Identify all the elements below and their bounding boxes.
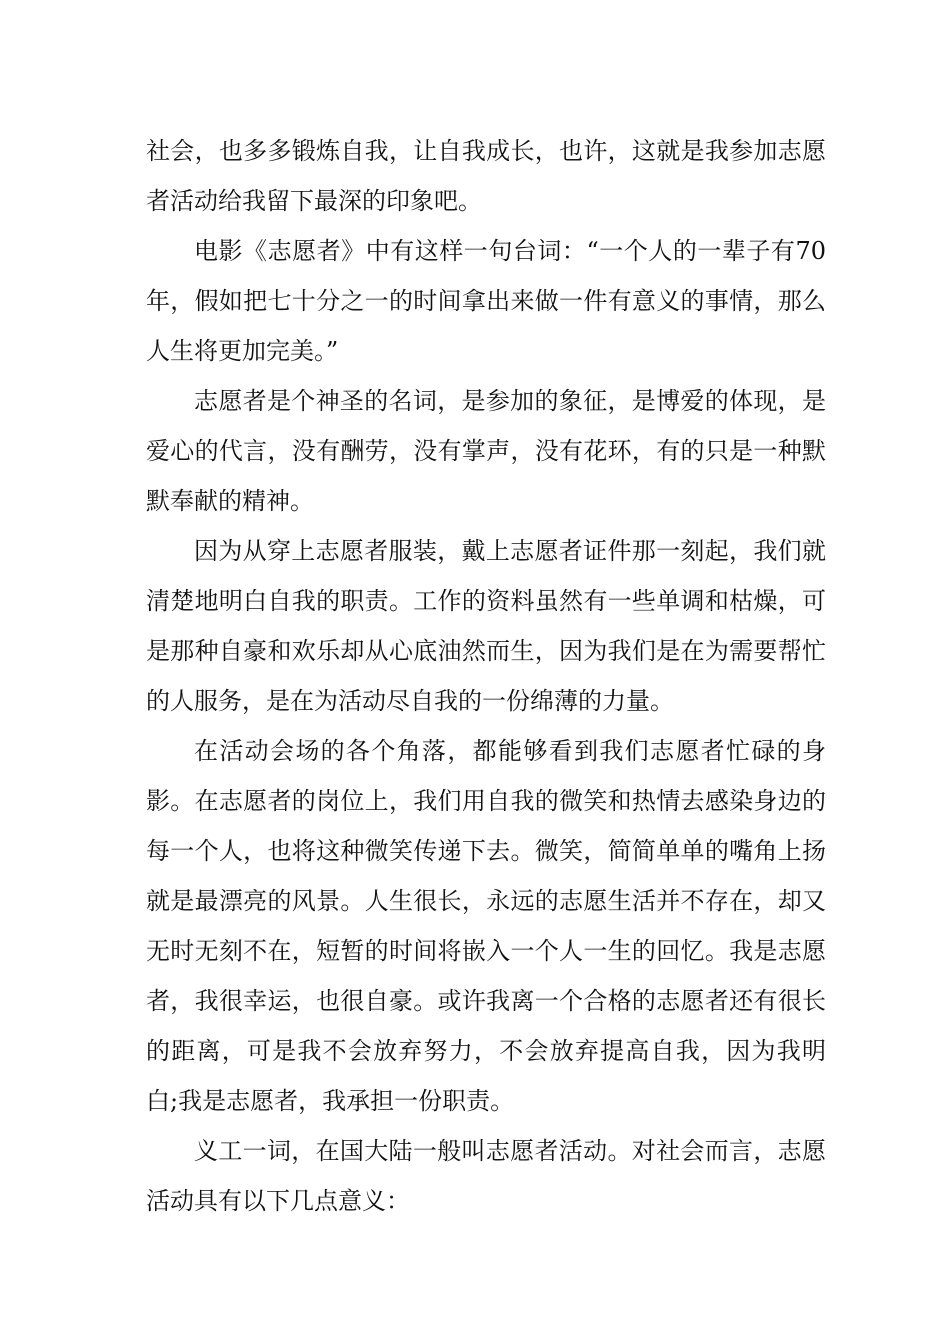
document-body <box>146 126 826 1226</box>
paragraph-responsibility: 因为从穿上志愿者服装，戴上志愿者证件那一刻起，我们就清楚地明白自我的职责。工作的资料虽然有一些单调和枯燥，可是那种自豪和欢乐却从心底油然而生，因为我们是在为需要帮忙的人服务，是在为活动尽自我的一份绵薄的力量。 <box>146 537 826 715</box>
paragraph-continuation: 社会，也多多锻炼自我，让自我成长，也许，这就是我参加志愿者活动给我留下最深的印象吧。 <box>146 137 826 215</box>
paragraph-volunteer-definition: 志愿者是个神圣的名词，是参加的象征，是博爱的体现，是爱心的代言，没有酬劳，没有掌声，没有花环，有的只是一种默默奉献的精神。 <box>146 387 826 515</box>
paragraph-film-quote: 电影《志愿者》中有这样一句台词：“一个人的一辈子有70年，假如把七十分之一的时间拿出来做一件有意义的事情，那么人生将更加完美。” <box>146 237 826 365</box>
paragraph-significance: 义工一词，在国大陆一般叫志愿者活动。对社会而言，志愿活动具有以下几点意义： <box>146 1137 826 1215</box>
paragraph-venue: 在活动会场的各个角落，都能够看到我们志愿者忙碌的身影。在志愿者的岗位上，我们用自我的微笑和热情去感染身边的每一个人，也将这种微笑传递下去。微笑，简简单单的嘴角上扬就是最漂亮的风景。人生很长，永远的志愿生活并不存在，却又无时无刻不在，短暂的时间将嵌入一个人一生的回忆。我是志愿者，我很幸运，也很自豪。或许我离一个合格的志愿者还有很长的距离，可是我不会放弃努力，不会放弃提高自我，因为我明白;我是志愿者，我承担一份职责。 <box>146 737 826 1115</box>
